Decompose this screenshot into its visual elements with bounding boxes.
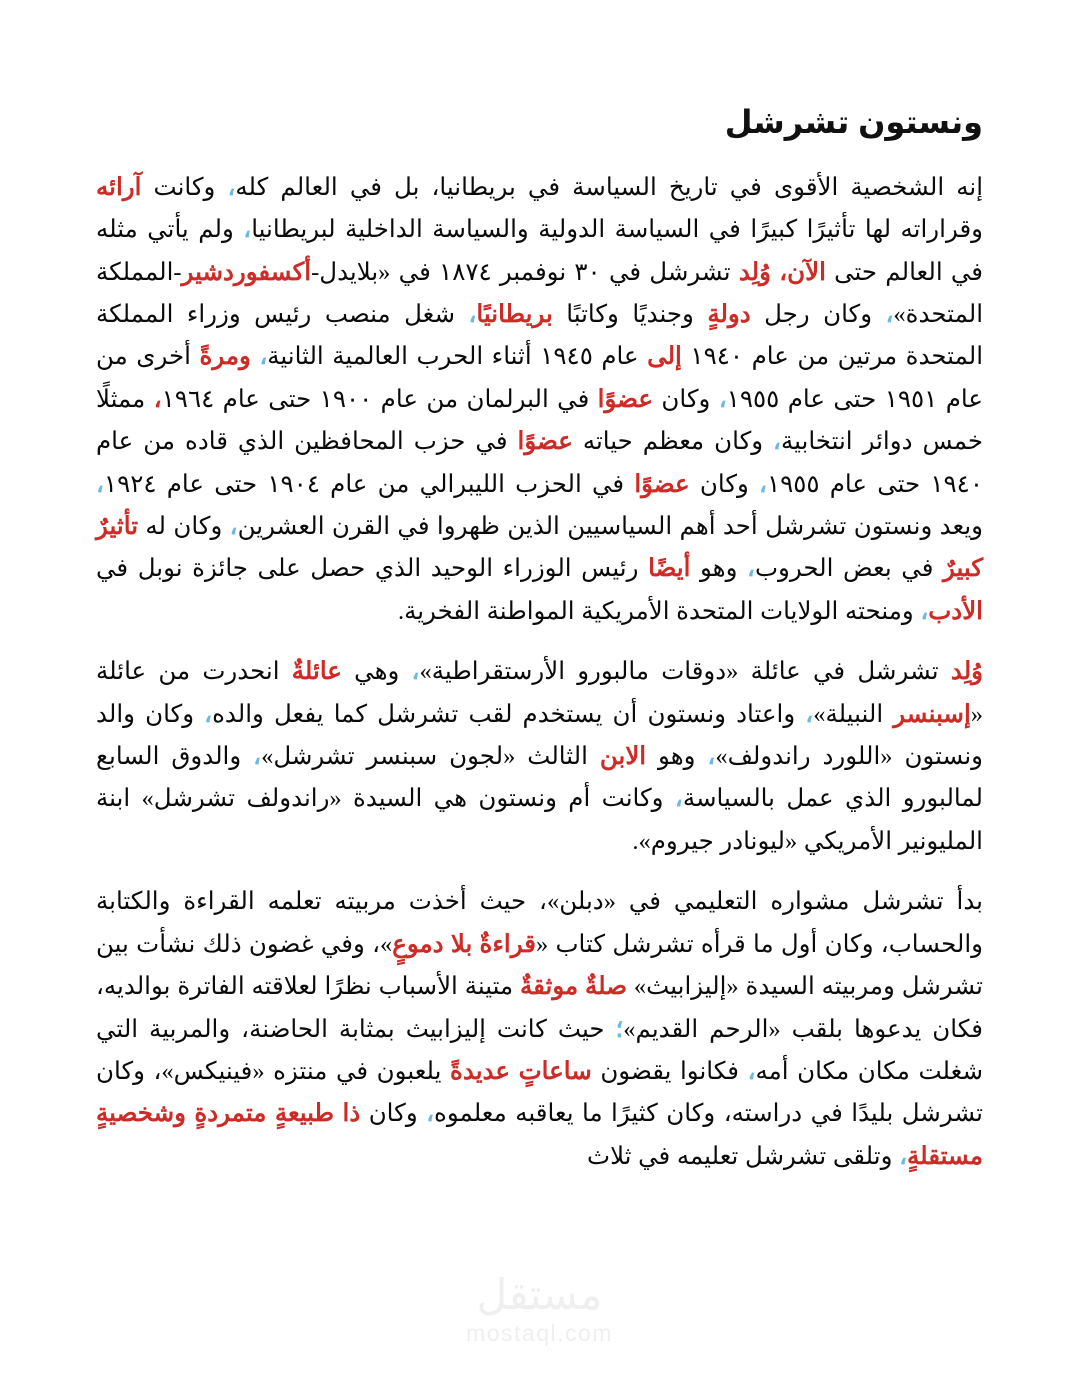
text-run: وكان xyxy=(689,470,760,498)
watermark xyxy=(0,1272,1079,1347)
highlight-red: عضوًا xyxy=(517,428,573,456)
paragraph-3 xyxy=(96,881,983,1178)
text-run: في بعض الحروب xyxy=(754,555,944,583)
comma-marker: ، xyxy=(759,470,767,498)
watermark-logo-text: مستقل xyxy=(476,1270,603,1319)
text-run: وكان xyxy=(360,1100,427,1128)
paragraph-2 xyxy=(96,651,983,863)
text-run: وكان رجل xyxy=(750,301,886,329)
text-run: في الحزب الليبرالي من عام ١٩٠٤ حتى عام ١٩٢٤ xyxy=(103,470,635,498)
comma-marker: ، xyxy=(747,1057,756,1085)
highlight-red: الابن xyxy=(599,743,647,771)
semicolon-marker: ؛ xyxy=(615,1015,624,1043)
comma-marker: ، xyxy=(426,1100,435,1128)
comma-marker: ، xyxy=(805,700,814,728)
highlight-red: ومرةً xyxy=(199,343,251,371)
text-run: ومنحته الولايات المتحدة الأمريكية المواطنة الفخرية. xyxy=(397,597,921,625)
highlight-red: صلةٌ موثقةٌ xyxy=(520,973,628,1001)
comma-marker: ، xyxy=(468,301,477,329)
document-content xyxy=(96,104,983,1178)
text-run: في حزب المحافظين الذي قاده من عام ١٩٤٠ حتى عام ١٩٥٥ xyxy=(96,428,983,498)
text-run: وجنديًا وكاتبًا xyxy=(552,301,708,329)
text-run: الثالث «لجون سبنسر تشرشل» xyxy=(261,743,600,771)
comma-marker: ، xyxy=(243,216,252,244)
comma-marker: ، xyxy=(253,743,262,771)
text-run: انحدرت من عائلة « xyxy=(96,658,983,728)
highlight-red: الآن، xyxy=(779,258,826,286)
text-run: يلعبون في منتزه «فينيكس»، وكان تشرشل بليدًا في دراسته، وكان كثيرًا ما يعاقبه معلموه xyxy=(96,1057,983,1128)
text-run: النبيلة» xyxy=(813,700,894,728)
text-run: حيث كانت إليزابيث بمثابة الحاضنة، والمربية التي شغلت مكان مكان أمه xyxy=(96,1015,983,1085)
highlight-red: قراءةٌ بلا دموعٍ xyxy=(392,930,536,958)
highlight-red: عائلةٌ xyxy=(291,658,342,686)
text-run xyxy=(771,259,779,286)
text-run: متينة الأسباب نظرًا لعلاقته الفاترة بوالديه، فكان يدعوها بلقب «الرحم القديم» xyxy=(96,973,983,1043)
comma-marker: ، xyxy=(885,301,894,329)
highlight-red: عضوًا xyxy=(634,470,690,498)
paragraph-1 xyxy=(96,167,983,633)
text-run: وكان معظم حياته xyxy=(572,428,774,456)
comma-marker: ، xyxy=(411,658,420,686)
comma-marker: ، xyxy=(96,470,104,498)
text-run: وقراراته لها تأثيرًا كبيرًا في السياسة الدولية والسياسة الداخلية لبريطانيا xyxy=(251,216,984,244)
comma-marker: ، xyxy=(747,555,755,583)
text-run: وكانت xyxy=(141,173,228,201)
text-run: وكان له xyxy=(138,513,230,541)
comma-marker: ، xyxy=(227,173,236,201)
text-run: والدوق السابع لمالبورو الذي عمل بالسياسة xyxy=(96,743,984,813)
text-run: واعتاد ونستون أن يستخدم لقب تشرشل كما يفعل والده xyxy=(212,700,806,728)
highlight-red: دولةٍ xyxy=(707,301,751,329)
page-title: ونستون تشرشل xyxy=(724,104,983,140)
highlight-red: إسبنسر xyxy=(893,700,971,728)
comma-marker: ، xyxy=(899,1142,907,1170)
highlight-red: إلى xyxy=(647,343,682,371)
highlight-red: وُلِد xyxy=(950,658,984,686)
highlight-red: وُلِد xyxy=(738,258,771,286)
text-run: فكانوا يقضون xyxy=(591,1057,748,1085)
comma-marker: ، xyxy=(920,597,929,625)
text-run: وكان xyxy=(653,385,719,413)
text-run: ويعد ونستون تشرشل أحد أهم السياسيين الذين ظهروا في القرن العشرين xyxy=(237,513,983,541)
text-run: تشرشل في ٣٠ نوفمبر ١٨٧٤ في «بلايدل- xyxy=(311,258,739,286)
highlight-red: عضوًا xyxy=(597,385,654,413)
text-run: وهو xyxy=(646,743,708,771)
comma-marker: ، xyxy=(718,385,727,413)
highlight-red: تأثيرٌ كبيرٌ xyxy=(96,513,983,583)
highlight-red: ساعاتٍ عديدةً xyxy=(450,1057,592,1085)
highlight-red: بريطانيًا xyxy=(476,301,553,329)
text-run: في البرلمان من عام ١٩٠٠ حتى عام ١٩٦٤ xyxy=(161,385,598,413)
text-run: شغل منصب رئيس وزراء المملكة المتحدة مرتين من عام ١٩٤٠ xyxy=(96,301,984,371)
text-run: إنه الشخصية الأقوى في تاريخ السياسة في بريطانيا، بل في العالم كله xyxy=(235,173,983,201)
comma-marker: ، xyxy=(229,513,238,541)
text-run: وكانت أم ونستون هي السيدة «راندولف تشرشل» ابنة المليونير الأمريكي «ليونادر جيروم». xyxy=(96,785,983,855)
highlight-red: أيضًا xyxy=(648,555,691,583)
text-run: وكان والد ونستون «اللورد راندولف» xyxy=(96,700,983,771)
text-run: عام ١٩٤٥ أثناء الحرب العالمية الثانية xyxy=(267,343,648,371)
comma-marker: ، xyxy=(707,743,716,771)
comma-marker: ، xyxy=(153,385,162,413)
text-run: وتلقى تشرشل تعليمه في ثلاث xyxy=(587,1142,900,1170)
comma-marker: ، xyxy=(674,785,683,813)
text-run: أخرى من عام ١٩٥١ حتى عام ١٩٥٥ xyxy=(96,343,983,413)
text-run: تشرشل في عائلة «دوقات مالبورو الأرستقراطية» xyxy=(419,658,951,686)
text-run: -المملكة المتحدة» xyxy=(96,258,984,329)
highlight-red: أكسفوردشير xyxy=(181,258,312,286)
highlight-red: ذا طبيعةٍ متمردةٍ وشخصيةٍ مستقلةٍ xyxy=(96,1100,983,1170)
highlight-red: آرائه xyxy=(96,173,142,201)
text-run: ممثلًا خمس دوائر انتخابية xyxy=(96,385,983,456)
comma-marker: ، xyxy=(259,343,268,371)
text-run: بدأ تشرشل مشواره التعليمي في «دبلن»، حيث أخذت مربيته تعلمه القراءة والكتابة والحساب، وكان أول ما قرأه تشرشل كتاب « xyxy=(96,888,984,958)
highlight-red: الأدب xyxy=(928,597,983,625)
text-run: ولم يأتي مثله في العالم حتى xyxy=(96,216,983,286)
text-run: رئيس الوزراء الوحيد الذي حصل على جائزة نوبل في xyxy=(96,555,649,583)
watermark-url: mostaql.com xyxy=(466,1320,613,1347)
text-run: وهو xyxy=(690,555,748,583)
text-run: وهي xyxy=(341,658,412,686)
text-run: »، وفي غضون ذلك نشأت بين تشرشل ومربيته السيدة «إليزابيث» xyxy=(96,930,983,1001)
comma-marker: ، xyxy=(773,428,781,456)
comma-marker: ، xyxy=(204,700,213,728)
